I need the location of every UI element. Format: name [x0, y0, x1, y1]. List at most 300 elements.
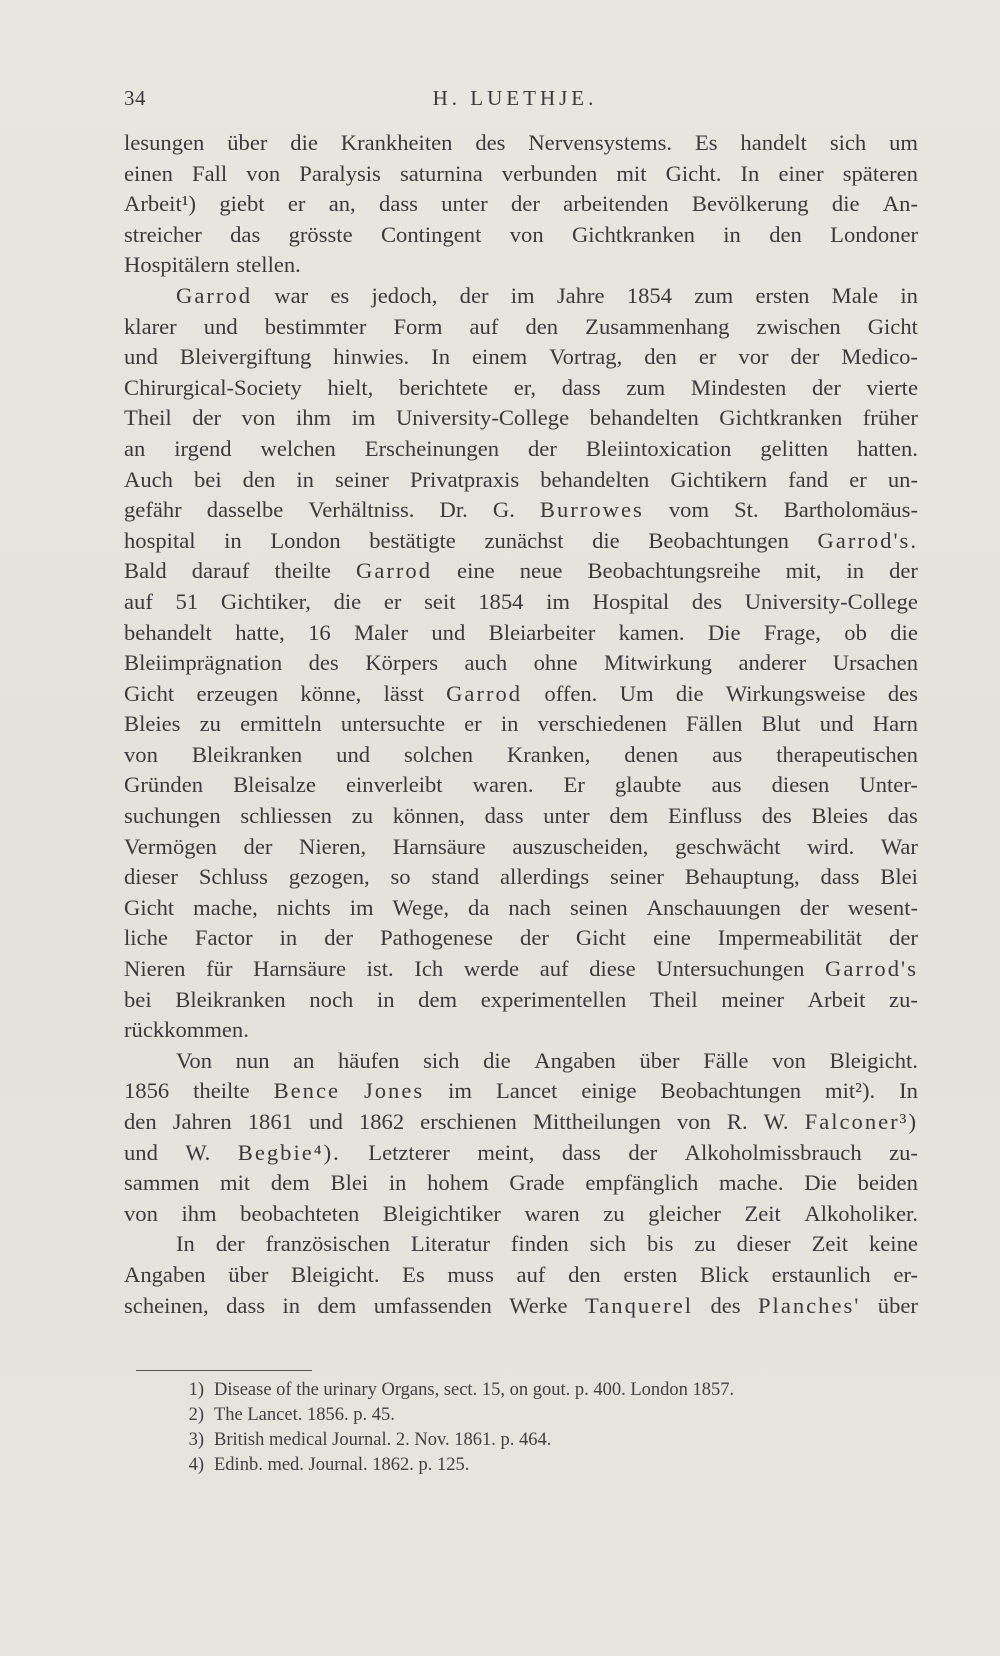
footnote-number: 3): [188, 1430, 204, 1450]
word: mache.: [718, 1170, 784, 1196]
word: Fällen: [686, 711, 743, 737]
word: der: [243, 833, 273, 859]
word: Blut: [761, 711, 801, 737]
word: ohne: [533, 650, 578, 676]
text-line: [124, 189, 918, 220]
word: gezogen,: [288, 864, 370, 890]
word: Um: [619, 680, 654, 706]
word: Anschauungen: [646, 894, 781, 920]
word: klarer: [124, 313, 177, 339]
word: waren.: [472, 772, 534, 798]
text-line: [124, 1229, 918, 1260]
word: Blick: [699, 1261, 749, 1287]
word: dieser: [124, 864, 178, 890]
word: dem: [609, 803, 649, 829]
word: beobachteten: [240, 1200, 360, 1226]
word: die: [333, 588, 362, 614]
word: ermitteln: [240, 711, 322, 737]
word: Impermeabilität: [717, 925, 863, 951]
word: diesen: [771, 772, 830, 798]
word: in: [900, 282, 918, 308]
word: dem: [317, 1292, 357, 1318]
footnote-1: [184, 1378, 924, 1403]
word: Grade: [509, 1170, 565, 1196]
word: Gicht: [867, 313, 918, 339]
text-line: [124, 770, 918, 801]
word: University-College: [395, 405, 570, 431]
word: Hospitälern: [124, 252, 230, 278]
text-line: [124, 495, 918, 526]
word: grösste: [288, 221, 353, 247]
word: bei: [194, 466, 222, 492]
word: solchen: [403, 741, 473, 767]
word: Garrod's: [825, 956, 918, 982]
text-line: [124, 801, 918, 832]
text-line: [124, 954, 918, 985]
word: er: [464, 711, 482, 737]
word: sich: [829, 130, 867, 155]
word: experimentellen: [480, 986, 627, 1012]
word: glaubte: [614, 772, 682, 798]
text-line: [124, 1046, 918, 1077]
word: Er: [563, 772, 585, 798]
text-line: [124, 403, 918, 434]
word: dieser: [736, 1231, 791, 1257]
word: der: [459, 282, 489, 308]
word: Gichtikern: [670, 466, 768, 492]
word: In: [740, 160, 760, 186]
word: in: [500, 711, 519, 737]
word: auf: [469, 313, 499, 339]
word: hatte,: [235, 619, 285, 645]
word: mit: [220, 1170, 251, 1196]
footnote-number: 2): [188, 1405, 204, 1425]
text-line: [124, 159, 918, 190]
word: giebt: [219, 191, 265, 217]
word: Gicht: [124, 894, 175, 920]
word: und: [203, 313, 238, 339]
word: Bleiarbeiter: [488, 619, 596, 645]
word: das: [887, 803, 918, 829]
text-line: [124, 373, 918, 404]
word: un-: [887, 466, 918, 492]
word: G.: [492, 497, 515, 523]
footnote-number: 1): [188, 1380, 204, 1400]
word: Maler: [354, 619, 409, 645]
word: dem: [270, 1170, 310, 1196]
word: Die: [707, 619, 741, 645]
word: empfänglich: [585, 1170, 699, 1196]
word: des: [761, 803, 792, 829]
word: erstaunlich: [771, 1261, 871, 1287]
footnote-number: 4): [188, 1455, 204, 1475]
word: Chirurgical-Society: [124, 374, 302, 400]
word: darauf: [191, 558, 250, 584]
word: auf: [124, 588, 153, 614]
word: werde: [463, 956, 520, 982]
word: noch: [309, 986, 354, 1012]
word: Jahre: [556, 282, 605, 308]
word: mit: [616, 160, 647, 186]
word: Falconer³): [804, 1109, 918, 1134]
word: Garrod: [356, 558, 432, 584]
word: Harn: [872, 711, 918, 737]
word: in: [296, 466, 314, 492]
word: Es: [402, 1261, 425, 1287]
word: seit: [424, 588, 456, 614]
word: diese: [589, 956, 636, 982]
word: Fall: [192, 160, 228, 186]
word: zum: [626, 374, 666, 400]
word: Letzterer: [368, 1139, 450, 1165]
word: gelitten: [760, 435, 829, 461]
word: umfassenden: [373, 1292, 492, 1318]
word: bestimmter: [264, 313, 367, 339]
word: französischen: [265, 1231, 390, 1257]
word: W.: [185, 1139, 211, 1165]
word: der: [799, 894, 829, 920]
word: dass: [561, 1139, 601, 1165]
word: Angaben: [124, 1261, 206, 1287]
word: das: [230, 221, 261, 247]
footnote-text: Disease of the urinary Organs, sect. 15, on gout. p. 400. London 1857.: [214, 1380, 735, 1400]
word: vierte: [866, 374, 918, 400]
word: Bleiintoxication: [585, 435, 732, 461]
word: Blei: [880, 864, 918, 890]
text-line: [124, 1168, 918, 1199]
word: kamen.: [618, 619, 685, 645]
word: neue: [519, 558, 563, 584]
word: Bleigicht.: [829, 1047, 918, 1073]
word: zu-: [889, 986, 918, 1012]
word: des: [710, 1292, 741, 1318]
word: bei: [124, 986, 152, 1012]
word: In: [431, 344, 451, 370]
word: im: [351, 405, 376, 431]
word: Pathogenese: [380, 925, 494, 951]
word: zu: [199, 711, 221, 737]
word: Bartholomäus-: [783, 497, 918, 523]
footnote-text: The Lancet. 1856. p. 45.: [214, 1405, 395, 1425]
word: gleicher: [648, 1200, 721, 1226]
word: hospital: [124, 527, 196, 553]
text-line: [124, 1260, 918, 1291]
word: Tanquerel: [585, 1292, 694, 1318]
word: 1862: [358, 1109, 405, 1134]
word: R.: [726, 1109, 748, 1134]
word: dass: [820, 864, 860, 890]
word: zu: [351, 803, 373, 829]
word: den: [568, 1261, 601, 1287]
word: des: [308, 650, 339, 676]
word: Fälle: [703, 1047, 749, 1073]
word: Gichtkranken: [719, 405, 843, 431]
word: dass: [484, 803, 524, 829]
word: und: [308, 1109, 343, 1134]
word: Zeit: [811, 1231, 848, 1257]
word: Beobachtungen: [660, 1078, 802, 1104]
text-line: [124, 740, 918, 771]
word: Harnsäure: [392, 833, 486, 859]
word: der: [192, 405, 222, 431]
text-line: [124, 923, 918, 954]
word: fand: [788, 466, 829, 492]
word: ersten: [755, 282, 810, 308]
word: W.: [763, 1109, 789, 1134]
word: dass: [226, 1292, 266, 1318]
word: therapeutischen: [776, 741, 918, 767]
word: da: [468, 894, 490, 920]
word: St.: [734, 497, 759, 523]
word: der: [511, 191, 540, 217]
word: behandelten: [589, 405, 699, 431]
word: scheinen,: [124, 1292, 209, 1318]
word: Garrod: [446, 680, 523, 706]
word: an,: [328, 191, 356, 217]
text-line: [124, 587, 918, 618]
word: einen: [124, 160, 173, 186]
word: von: [676, 1109, 711, 1134]
word: der: [324, 925, 354, 951]
word: Arbeit: [807, 986, 866, 1012]
word: häufen: [338, 1047, 400, 1073]
word: können,: [392, 803, 465, 829]
word: handelt: [740, 130, 807, 155]
word: gefähr: [124, 497, 182, 523]
word: eine: [653, 925, 691, 951]
word: er: [383, 588, 402, 614]
word: in: [279, 925, 298, 951]
word: mit,: [785, 558, 822, 584]
word: zwischen: [756, 313, 841, 339]
word: zunächst: [484, 527, 564, 553]
word: Zusammenhang: [585, 313, 730, 339]
word: Gicht: [575, 925, 627, 951]
word: ersten: [623, 1261, 678, 1287]
word: seinen: [569, 894, 628, 920]
text-line: [124, 434, 918, 465]
word: Vermögen: [124, 833, 217, 859]
word: vom: [668, 497, 710, 523]
word: berichtete: [398, 374, 489, 400]
word: Privatpraxis: [409, 466, 520, 492]
word: muss: [447, 1261, 494, 1287]
word: Hospital: [592, 588, 670, 614]
word: in: [224, 527, 242, 553]
word: denen: [624, 741, 679, 767]
footnote-text: British medical Journal. 2. Nov. 1861. p. 464.: [214, 1430, 552, 1450]
word: Verhältniss.: [308, 497, 415, 523]
word: späteren: [842, 160, 918, 186]
word: Bleikranken: [175, 986, 286, 1012]
word: In: [899, 1078, 918, 1104]
footnote-text: Edinb. med. Journal. 1862. p. 125.: [214, 1455, 470, 1475]
word: Wege,: [392, 894, 450, 920]
word: Einfluss: [667, 803, 743, 829]
word: Factor: [194, 925, 253, 951]
word: saturnina: [399, 160, 483, 186]
word: Garrod's.: [817, 527, 918, 553]
word: Schluss: [198, 864, 268, 890]
word: er-: [893, 1261, 918, 1287]
word: In: [176, 1231, 195, 1257]
word: in: [282, 1292, 301, 1318]
text-line: [124, 648, 918, 679]
text-line: [124, 312, 918, 343]
word: im: [510, 282, 535, 308]
word: Nieren,: [299, 833, 367, 859]
text-line: [124, 281, 918, 312]
word: Gichtiker,: [220, 588, 311, 614]
word: für: [206, 956, 233, 982]
word: Unter-: [859, 772, 918, 798]
word: und: [124, 1139, 158, 1165]
word: verschiedenen: [537, 711, 667, 737]
word: mache,: [193, 894, 258, 920]
word: aus: [712, 741, 743, 767]
word: Nervensystems.: [528, 130, 673, 155]
text-line: [124, 832, 918, 863]
word: über: [227, 130, 268, 155]
word: Bald: [124, 558, 167, 584]
word: mit²).: [825, 1078, 876, 1104]
word: Bleigichtiker: [382, 1200, 501, 1226]
word: über: [877, 1292, 918, 1318]
word: 1856: [124, 1078, 170, 1104]
text-line: [124, 862, 918, 893]
word: Behauptung,: [684, 864, 800, 890]
word: rückkommen.: [124, 1017, 249, 1043]
word: Blei: [330, 1170, 369, 1196]
word: hohem: [427, 1170, 489, 1196]
word: Ich: [414, 956, 444, 982]
text-line: [124, 250, 918, 281]
text-line: [124, 709, 918, 740]
word: Bleisalze: [233, 772, 316, 798]
word: dem: [418, 986, 458, 1012]
text-line: [124, 220, 918, 251]
word: auszuscheiden,: [512, 833, 649, 859]
footnotes: [184, 1378, 924, 1478]
word: des: [691, 588, 723, 614]
word: Lancet: [495, 1078, 558, 1104]
word: stand: [431, 864, 480, 890]
word: behandelten: [540, 466, 650, 492]
word: über: [639, 1047, 680, 1073]
word: in: [388, 1170, 407, 1196]
word: ihm: [295, 405, 332, 431]
word: im: [349, 894, 374, 920]
page-number: 34: [124, 86, 146, 110]
word: den: [644, 344, 677, 370]
word: nichts: [276, 894, 331, 920]
word: in: [846, 558, 865, 584]
word: stellen.: [236, 252, 301, 278]
word: dasselbe: [206, 497, 284, 523]
word: der: [790, 344, 820, 370]
word: die: [483, 1047, 511, 1073]
word: ist.: [366, 956, 394, 982]
word: an: [124, 435, 146, 461]
word: Garrod: [176, 282, 252, 308]
word: Gründen: [124, 772, 204, 798]
word: 16: [308, 619, 331, 645]
word: irgend: [174, 435, 232, 461]
word: waren: [524, 1200, 580, 1226]
word: den: [124, 1109, 157, 1134]
word: vor: [738, 344, 769, 370]
word: Bence: [273, 1078, 341, 1104]
word: Dr.: [439, 497, 468, 523]
word: lässt: [383, 680, 424, 706]
word: Untersuchungen: [656, 956, 805, 982]
word: Burrowes: [539, 497, 644, 523]
word: der: [812, 374, 841, 400]
word: die: [831, 191, 860, 217]
word: welchen: [260, 435, 336, 461]
word: allerdings: [500, 864, 590, 890]
text-line: [124, 893, 918, 924]
text-line: [124, 1291, 918, 1322]
word: bis: [647, 1231, 674, 1257]
word: einverleibt: [345, 772, 443, 798]
word: von: [246, 160, 281, 186]
text-line: [124, 128, 918, 159]
word: Beobachtungsreihe: [587, 558, 761, 584]
word: der: [528, 435, 557, 461]
word: über: [228, 1261, 269, 1287]
word: seiner: [334, 466, 389, 492]
word: 1861: [247, 1109, 293, 1134]
word: streicher: [124, 221, 202, 247]
word: Paralysis: [299, 160, 381, 186]
word: University-College: [744, 588, 918, 614]
word: unter: [441, 191, 488, 217]
word: offen.: [544, 680, 598, 706]
word: Harnsäure: [253, 956, 346, 982]
word: Körpers: [365, 650, 438, 676]
word: an: [293, 1047, 315, 1073]
word: zu: [603, 1200, 625, 1226]
word: Angaben: [534, 1047, 616, 1073]
word: sich: [423, 1047, 460, 1073]
text-line: [124, 342, 918, 373]
word: und: [819, 711, 854, 737]
word: es: [330, 282, 350, 308]
word: von: [771, 1047, 806, 1073]
word: Kranken,: [506, 741, 591, 767]
word: lesungen: [124, 130, 205, 155]
word: nach: [508, 894, 551, 920]
word: Alkoholmissbrauch: [684, 1139, 862, 1165]
word: Theil: [124, 405, 172, 431]
word: hielt,: [327, 374, 374, 400]
text-line: [124, 556, 918, 587]
word: des: [887, 680, 918, 706]
word: bestätigte: [369, 527, 456, 553]
word: erzeugen: [196, 680, 279, 706]
text-line: [124, 1076, 918, 1107]
word: wird.: [807, 833, 855, 859]
word: er,: [513, 374, 537, 400]
word: war: [274, 282, 309, 308]
word: Begbie⁴).: [237, 1139, 341, 1165]
word: Mindesten: [690, 374, 787, 400]
word: geschwächt: [675, 833, 781, 859]
word: Bleigicht.: [291, 1261, 380, 1287]
footnote-3: [184, 1428, 924, 1453]
text-line: [124, 1015, 918, 1046]
